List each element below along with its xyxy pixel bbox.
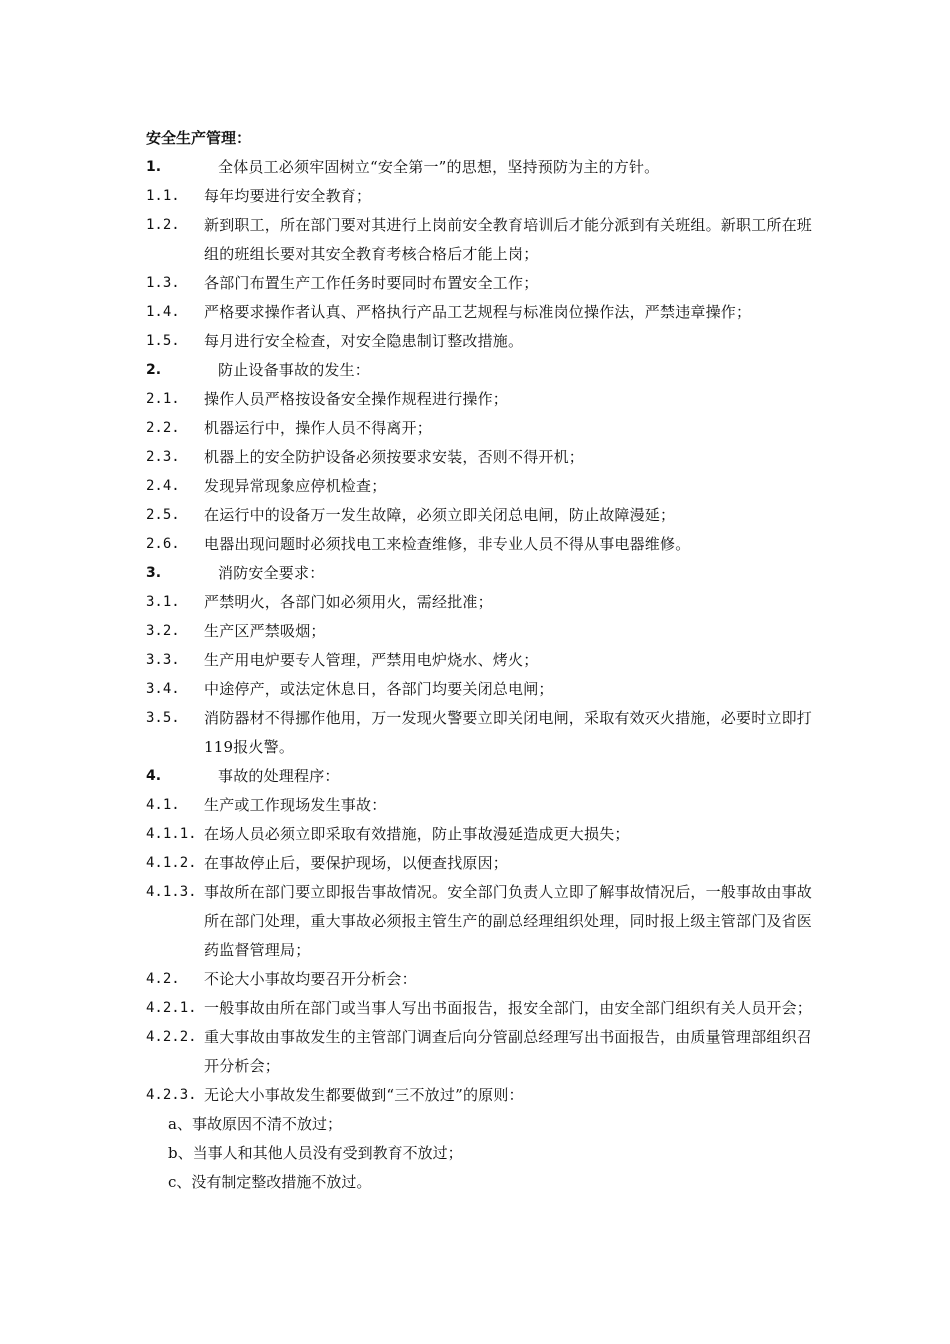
clause-item xyxy=(146,1023,816,1081)
clause-item xyxy=(146,501,816,530)
clause-item xyxy=(146,704,816,762)
clause-text: 新到职工，所在部门要对其进行上岗前安全教育培训后才能分派到有关班组。新职工所在班组的班组长要对其安全教育考核合格后才能上岗； xyxy=(204,216,813,263)
clause-text: 在事故停止后，要保护现场，以便查找原因； xyxy=(204,854,509,872)
clause-text: 严禁明火，各部门如必须用火，需经批准； xyxy=(204,593,493,611)
clause-text: 严格要求操作者认真、严格执行产品工艺规程与标准岗位操作法，严禁违章操作； xyxy=(204,303,752,321)
clause-item xyxy=(146,153,816,182)
clause-number: 1. xyxy=(146,159,162,175)
clause-number: 4.2.2. xyxy=(146,1029,197,1045)
clause-text: 全体员工必须牢固树立“安全第一”的思想，坚持预防为主的方针。 xyxy=(218,158,660,176)
clause-item xyxy=(146,994,816,1023)
clause-text: 机器运行中，操作人员不得离开； xyxy=(204,419,433,437)
clause-number: 1.1. xyxy=(146,188,180,204)
clause-number: 3.5. xyxy=(146,710,180,726)
document-body xyxy=(146,124,816,1197)
clause-item xyxy=(146,1081,816,1110)
clause-item xyxy=(146,530,816,559)
clause-number: 4.1.1. xyxy=(146,826,197,842)
clause-text: 防止设备事故的发生： xyxy=(218,361,371,379)
clause-number: 3.3. xyxy=(146,652,180,668)
clause-text: 生产或工作现场发生事故： xyxy=(204,796,387,814)
clause-text: 在场人员必须立即采取有效措施，防止事故漫延造成更大损失； xyxy=(204,825,630,843)
clause-item xyxy=(146,820,816,849)
clause-text: 操作人员严格按设备安全操作规程进行操作； xyxy=(204,390,509,408)
clause-item xyxy=(146,878,816,965)
clause-text: 各部门布置生产工作任务时要同时布置安全工作； xyxy=(204,274,539,292)
clause-number: 4. xyxy=(146,768,162,784)
clause-number: 4.2.1. xyxy=(146,1000,197,1016)
clause-text: 无论大小事故发生都要做到“三不放过”的原则： xyxy=(204,1086,524,1104)
clause-number: 2.6. xyxy=(146,536,180,552)
clause-number: 2. xyxy=(146,362,162,378)
clause-item xyxy=(146,588,816,617)
clause-number: 4.1. xyxy=(146,797,180,813)
clause-text: 事故的处理程序： xyxy=(218,767,340,785)
clause-number: 1.4. xyxy=(146,304,180,320)
clause-number: 4.1.3. xyxy=(146,884,197,900)
clause-text: 发现异常现象应停机检查； xyxy=(204,477,387,495)
clause-number: 4.2.3. xyxy=(146,1087,197,1103)
clause-item xyxy=(146,443,816,472)
principle-item: c、没有制定整改措施不放过。 xyxy=(168,1173,372,1191)
clause-number: 2.5. xyxy=(146,507,180,523)
clause-text: 生产用电炉要专人管理，严禁用电炉烧水、烤火； xyxy=(204,651,539,669)
clause-number: 2.4. xyxy=(146,478,180,494)
principle-list xyxy=(146,1110,816,1197)
principle-item: a、事故原因不清不放过； xyxy=(168,1115,342,1133)
document-title: 安全生产管理： xyxy=(146,129,252,147)
clause-number: 4.2. xyxy=(146,971,180,987)
clause-number: 2.3. xyxy=(146,449,180,465)
clause-item xyxy=(146,269,816,298)
clause-text: 每年均要进行安全教育； xyxy=(204,187,372,205)
clause-list xyxy=(146,153,816,1110)
clause-item xyxy=(146,791,816,820)
clause-text: 消防器材不得挪作他用，万一发现火警要立即关闭电闸，采取有效灭火措施，必要时立即打119报火警。 xyxy=(204,709,813,756)
clause-number: 1.5. xyxy=(146,333,180,349)
clause-number: 3.2. xyxy=(146,623,180,639)
clause-text: 中途停产，或法定休息日，各部门均要关闭总电闸； xyxy=(204,680,554,698)
clause-item xyxy=(146,414,816,443)
clause-item xyxy=(146,762,816,791)
principle-item: b、当事人和其他人员没有受到教育不放过； xyxy=(168,1144,463,1162)
clause-item xyxy=(146,211,816,269)
clause-number: 3. xyxy=(146,565,162,581)
clause-item xyxy=(146,646,816,675)
clause-text: 生产区严禁吸烟； xyxy=(204,622,326,640)
clause-number: 2.2. xyxy=(146,420,180,436)
clause-text: 电器出现问题时必须找电工来检查维修，非专业人员不得从事电器维修。 xyxy=(204,535,691,553)
clause-number: 3.4. xyxy=(146,681,180,697)
clause-number: 4.1.2. xyxy=(146,855,197,871)
clause-item xyxy=(146,327,816,356)
clause-item xyxy=(146,385,816,414)
clause-text: 事故所在部门要立即报告事故情况。安全部门负责人立即了解事故情况后，一般事故由事故所在部门处理，重大事故必须报主管生产的副总经理组织处理，同时报上级主管部门及省医药监督管理局； xyxy=(204,883,813,959)
clause-text: 重大事故由事故发生的主管部门调查后向分管副总经理写出书面报告，由质量管理部组织召开分析会； xyxy=(204,1028,813,1075)
clause-text: 在运行中的设备万一发生故障，必须立即关闭总电闸，防止故障漫延； xyxy=(204,506,676,524)
clause-item xyxy=(146,965,816,994)
clause-item xyxy=(146,298,816,327)
clause-text: 一般事故由所在部门或当事人写出书面报告，报安全部门，由安全部门组织有关人员开会； xyxy=(204,999,813,1017)
clause-item xyxy=(146,849,816,878)
clause-text: 消防安全要求： xyxy=(218,564,325,582)
clause-item xyxy=(146,472,816,501)
clause-item xyxy=(146,559,816,588)
clause-item xyxy=(146,617,816,646)
clause-text: 不论大小事故均要召开分析会： xyxy=(204,970,417,988)
clause-number: 3.1. xyxy=(146,594,180,610)
clause-item xyxy=(146,182,816,211)
clause-item xyxy=(146,675,816,704)
clause-text: 机器上的安全防护设备必须按要求安装，否则不得开机； xyxy=(204,448,585,466)
clause-number: 2.1. xyxy=(146,391,180,407)
clause-number: 1.2. xyxy=(146,217,180,233)
clause-item xyxy=(146,356,816,385)
clause-number: 1.3. xyxy=(146,275,180,291)
clause-text: 每月进行安全检查，对安全隐患制订整改措施。 xyxy=(204,332,524,350)
